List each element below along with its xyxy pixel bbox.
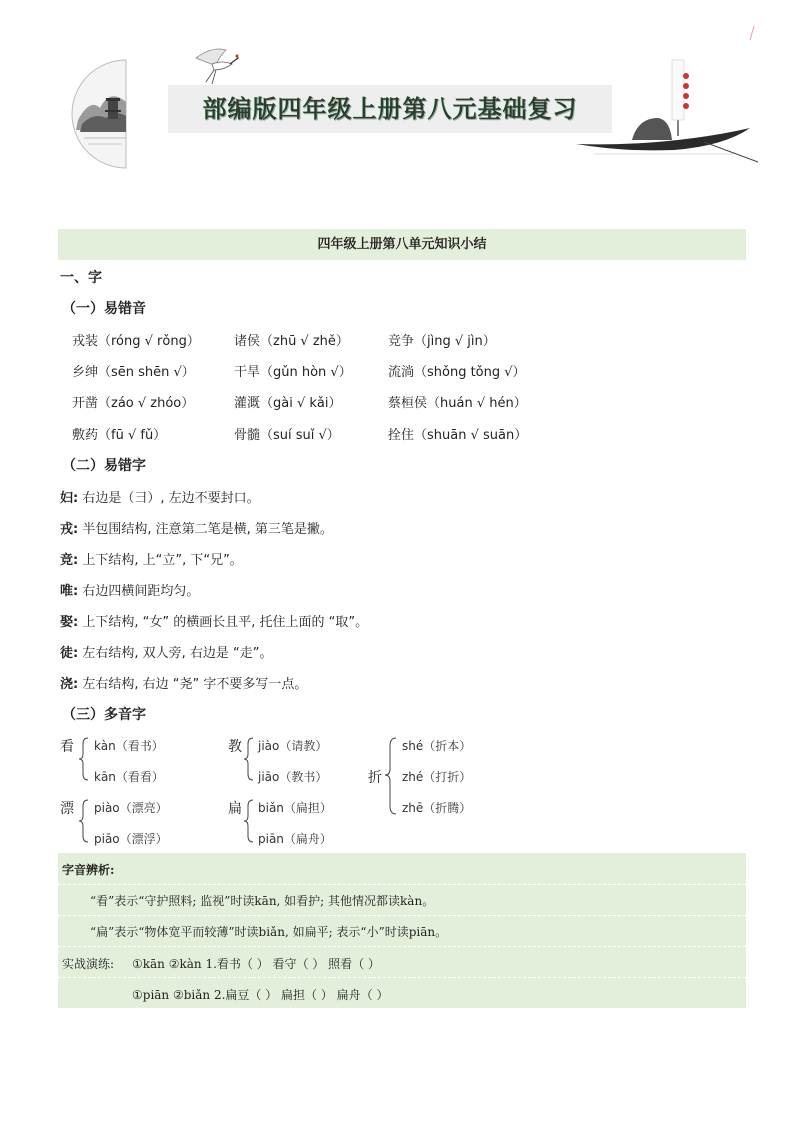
practice-label: 实战演练: [62,957,115,971]
pronunciation-item: 开凿（záo √ zhóo） [72,396,195,411]
character-note [60,611,368,630]
polyphone-char: 漂 [60,801,74,817]
divider [58,946,746,948]
brace [78,798,90,844]
crane-bird-decoration [192,44,242,86]
character-note-text: 半包围结构, 注意第二笔是横, 第三笔是撇。 [78,522,333,537]
polyphone-reading: shé（折本） [402,739,472,753]
practice-line: ①piān ②biǎn 2.扁豆（ ） 扁担（ ） 扁舟（ ） [132,988,389,1002]
section-heading: 一、字 [60,270,102,286]
polyphone-char: 看 [60,739,74,755]
polyphone-reading: piān（扁舟） [258,832,332,846]
notes-label: 字音辨析: [62,863,115,877]
pronunciation-item: 干旱（gǔn hòn √） [234,365,352,380]
divider [58,915,746,917]
ink-landscape-fan-decoration [70,58,132,170]
pronunciation-item: 流淌（shǒng tǒng √） [388,365,526,380]
polyphone-reading: jiào（请教） [258,739,328,753]
brace [78,736,90,782]
pronunciation-item: 骨髓（suí suǐ √） [234,428,340,443]
character-note [60,487,260,506]
pronunciation-item: 乡绅（sēn shēn √） [72,365,195,380]
character-note-text: 右边是（彐）, 左边不要封口。 [78,491,260,506]
brace [384,736,398,816]
polyphone-reading: zhé（打折） [402,770,472,784]
character-note [60,518,333,537]
polyphone-char: 扁 [228,801,242,817]
polyphone-char: 折 [368,770,382,786]
pronunciation-item: 灌溉（gài √ kǎi） [234,396,342,411]
subsection-heading-characters: （二）易错字 [62,458,146,474]
character-note-text: 上下结构, “女” 的横画长且平, 托住上面的 “取”。 [78,615,369,630]
polyphone-reading: piāo（漂浮） [94,832,168,846]
polyphone-reading: jiāo（教书） [258,770,328,784]
divider [58,977,746,979]
character: 娶: [60,615,79,630]
character: 徒: [60,646,79,661]
character-note-text: 右边四横间距均匀。 [78,584,200,599]
pronunciation-item: 敷药（fū √ fǔ） [72,428,167,443]
pronunciation-item: 诸侯（zhū √ zhě） [234,334,349,349]
character-note [60,642,272,661]
pronunciation-item: 蔡桓侯（huán √ hén） [388,396,527,411]
character-note [60,580,199,599]
polyphone-char: 教 [228,739,242,755]
summary-title: 四年级上册第八单元知识小结 [317,237,487,252]
brace [243,736,255,782]
subsection-heading-pronunciation: （一）易错音 [62,301,146,317]
character-note [60,673,307,692]
notes-line: “扁”表示“物体宽平而较薄”时读biǎn, 如扁平; 表示“小”时读piān。 [90,925,448,939]
character: 唯: [60,584,79,599]
polyphone-reading: piào（漂亮） [94,801,168,815]
character-note-text: 上下结构, 上“立”, 下“兄”。 [78,553,243,568]
character-note-text: 左右结构, 右边 “尧” 字不要多写一点。 [78,677,308,692]
character: 妇: [60,491,79,506]
polyphone-reading: zhē（折腾） [402,801,472,815]
divider [58,884,746,886]
polyphone-reading: kàn（看书） [94,739,164,753]
character-note-text: 左右结构, 双人旁, 右边是 “走”。 [78,646,273,661]
polyphone-reading: biǎn（扁担） [258,801,332,815]
polyphone-reading: kān（看看） [94,770,164,784]
pronunciation-item: 拴住（shuān √ suān） [388,428,528,443]
pronunciation-item: 戎装（róng √ rǒng） [72,334,200,349]
character: 竞: [60,553,79,568]
page-title: 部编版四年级上册第八元基础复习 [202,95,578,123]
character: 浇: [60,677,79,692]
subsection-heading-polyphones: （三）多音字 [62,707,146,723]
notes-line: “看”表示“守护照料; 监视”时读kān, 如看护; 其他情况都读kàn。 [90,894,435,908]
brace [243,798,255,844]
character-note [60,549,243,568]
pronunciation-item: 竞争（jìng √ jìn） [388,334,496,349]
practice-line: ①kān ②kàn 1.看书（ ） 看守（ ） 照看（ ） [132,957,380,971]
character: 戎: [60,522,79,537]
boat-lantern-decoration [574,24,760,170]
